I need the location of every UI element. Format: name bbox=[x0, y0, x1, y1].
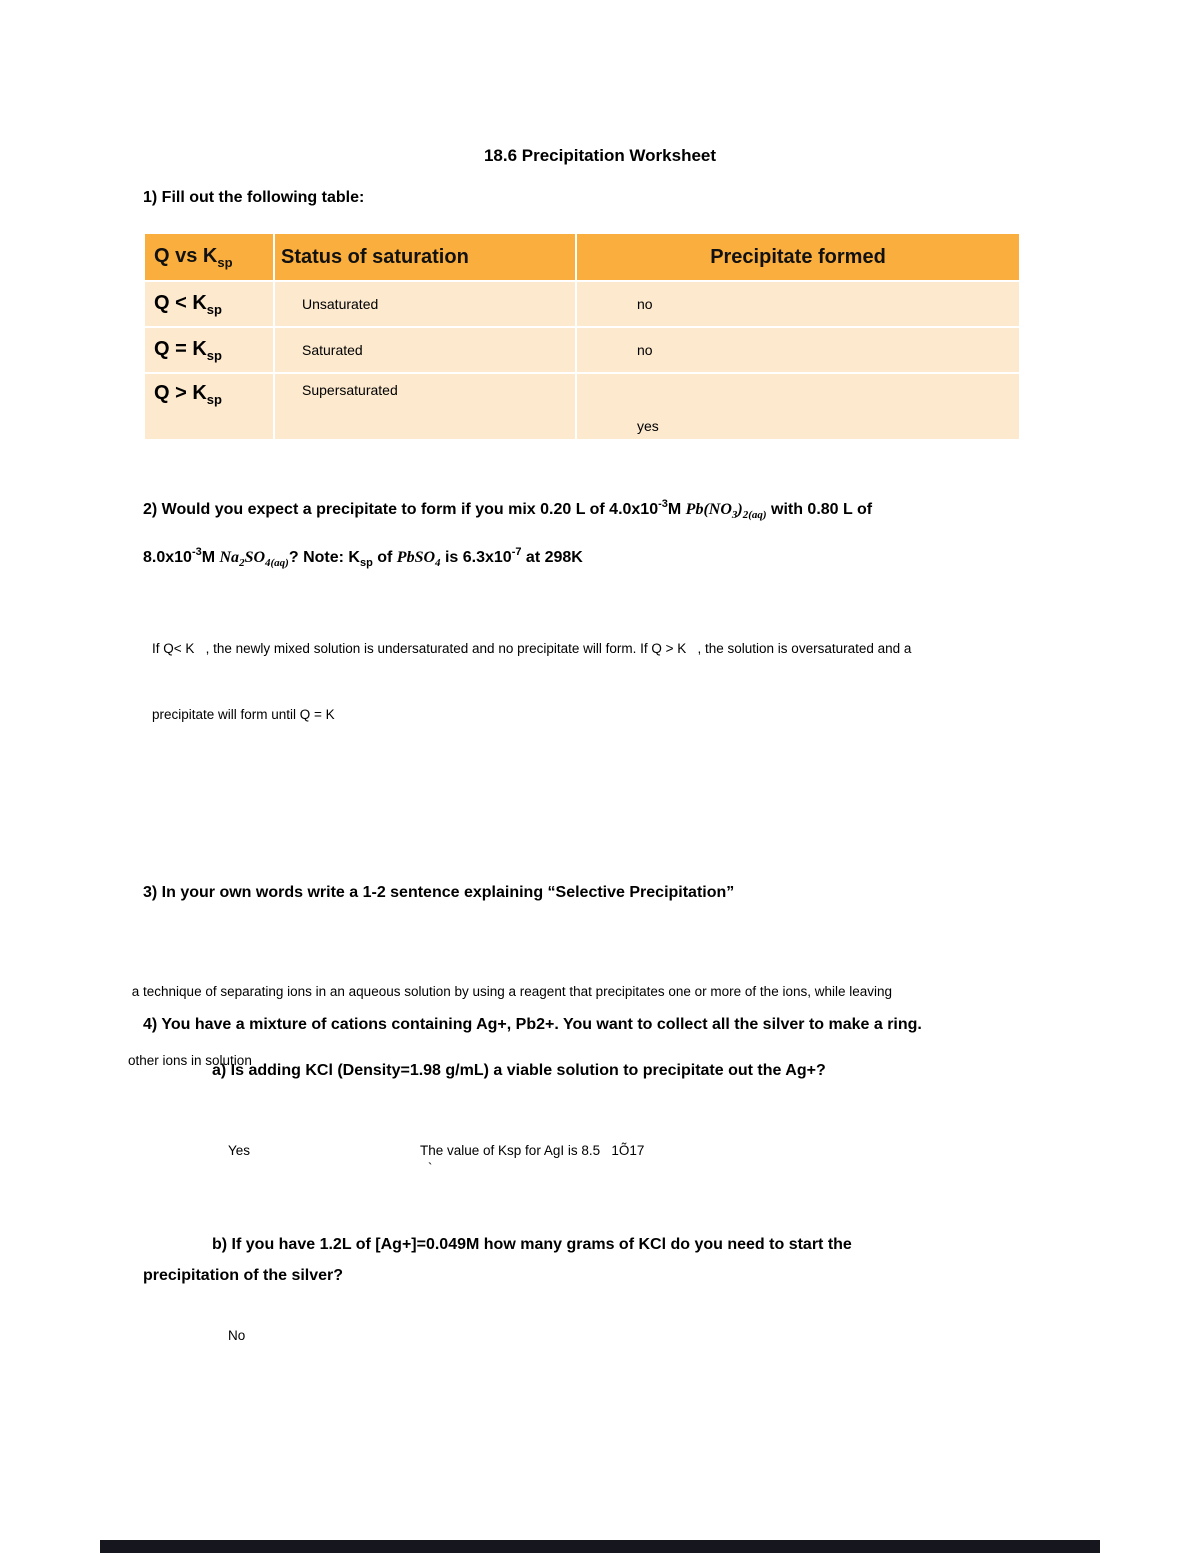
question-2-line-2 bbox=[143, 534, 1163, 582]
answer-line: precipitate will form until Q = K bbox=[152, 707, 335, 722]
question-4-text: 4) You have a mixture of cations containing Ag+, Pb2+. You want to collect all the silver to make a ring. bbox=[143, 1016, 922, 1033]
answer-line: a technique of separating ions in an aqueous solution by using a reagent that precipitates one or more of the ions, while leaving bbox=[128, 984, 893, 999]
q2-text: at 298K bbox=[521, 549, 583, 566]
cell-status-saturated: Saturated bbox=[274, 327, 576, 373]
cell-q-less-ksp bbox=[144, 281, 274, 327]
formula-subscript: 4 bbox=[435, 557, 441, 569]
q2-text: 2) Would you expect a precipitate to form if you mix 0.20 L of 4.0x10 bbox=[143, 501, 659, 518]
formula-subscript: 4(aq) bbox=[265, 557, 289, 569]
table-row bbox=[144, 327, 1020, 373]
answer-line: If Q< K , the newly mixed solution is undersaturated and no precipitate will form. If Q > K , the solution is oversaturated and a bbox=[152, 641, 912, 656]
question-4b-line-1: b) If you have 1.2L of [Ag+]=0.049M how many grams of KCl do you need to start the bbox=[212, 1236, 852, 1253]
q-subscript: sp bbox=[206, 392, 222, 407]
q-expression: Q > K bbox=[154, 382, 207, 404]
formula-pbso4: PbSO bbox=[396, 549, 436, 566]
q-subscript: sp bbox=[206, 347, 222, 363]
cell-precipitate-no-2: no bbox=[576, 327, 1020, 373]
q2-text: M bbox=[201, 549, 220, 566]
exponent: -3 bbox=[191, 546, 202, 558]
formula-na2so4: SO bbox=[244, 549, 266, 566]
question-4b-answer: No bbox=[228, 1328, 246, 1343]
q2-text: 8.0x10 bbox=[143, 549, 192, 566]
q2-text: with 0.80 L of bbox=[766, 501, 873, 518]
question-2-answer bbox=[152, 594, 1167, 770]
cell-precipitate-no-1: no bbox=[576, 281, 1020, 327]
question-2-line-1 bbox=[143, 486, 1163, 534]
cell-q-equals-ksp bbox=[144, 327, 274, 373]
saturation-table bbox=[143, 232, 1021, 441]
question-1-label: 1) Fill out the following table: bbox=[143, 189, 365, 206]
cell-status-unsaturated: Unsaturated bbox=[274, 281, 576, 327]
formula-na2so4: Na bbox=[219, 549, 240, 566]
header-q-vs-k-subscript: sp bbox=[217, 254, 233, 270]
ksp-agi-note: The value of Ksp for AgI is 8.5 1Õ17 bbox=[420, 1143, 645, 1158]
formula-subscript: 2 bbox=[239, 557, 245, 569]
question-3-text: 3) In your own words write a 1-2 sentence explaining “Selective Precipitation” bbox=[143, 884, 735, 901]
header-cell-status: Status of saturation bbox=[274, 233, 576, 281]
q2-text: is 6.3x10 bbox=[440, 549, 512, 566]
formula-subscript: 2(aq) bbox=[742, 509, 767, 521]
q-expression: Q < K bbox=[154, 291, 207, 314]
cell-precipitate-yes: yes bbox=[576, 373, 1020, 440]
exponent: -7 bbox=[511, 546, 522, 558]
question-4a-text: a) Is adding KCl (Density=1.98 g/mL) a viable solution to precipitate out the Ag+? bbox=[212, 1062, 826, 1079]
formula-subscript: 3 bbox=[731, 509, 738, 521]
question-4a-answer: Yes bbox=[228, 1143, 251, 1158]
exponent: -3 bbox=[658, 498, 668, 510]
stray-mark: ` bbox=[428, 1160, 433, 1175]
question-2-text bbox=[143, 486, 1163, 582]
page-title: 18.6 Precipitation Worksheet bbox=[483, 146, 717, 165]
header-cell-precipitate: Precipitate formed bbox=[576, 233, 1020, 281]
q2-text: ? Note: K bbox=[288, 549, 360, 566]
page-bottom-bar bbox=[100, 1540, 1100, 1553]
table-row bbox=[144, 373, 1020, 440]
table-row bbox=[144, 281, 1020, 327]
formula-pb-no3: ) bbox=[737, 501, 743, 518]
q-expression: Q = K bbox=[154, 337, 207, 360]
q-subscript: sp bbox=[206, 301, 222, 317]
formula-pb-no3: Pb(NO bbox=[685, 501, 732, 518]
q2-text: of bbox=[372, 549, 397, 566]
header-cell-q-vs-ksp bbox=[144, 233, 274, 281]
answer-line: other ions in solution bbox=[128, 1053, 252, 1068]
table-header-row bbox=[144, 233, 1020, 281]
ksp-subscript: sp bbox=[359, 557, 373, 569]
question-4b-line-2: precipitation of the silver? bbox=[143, 1267, 344, 1284]
header-q-vs-k-text: Q vs K bbox=[154, 244, 218, 267]
cell-status-supersaturated: Supersaturated bbox=[274, 373, 576, 440]
q2-text: M bbox=[667, 501, 686, 518]
cell-q-greater-ksp bbox=[144, 373, 274, 440]
